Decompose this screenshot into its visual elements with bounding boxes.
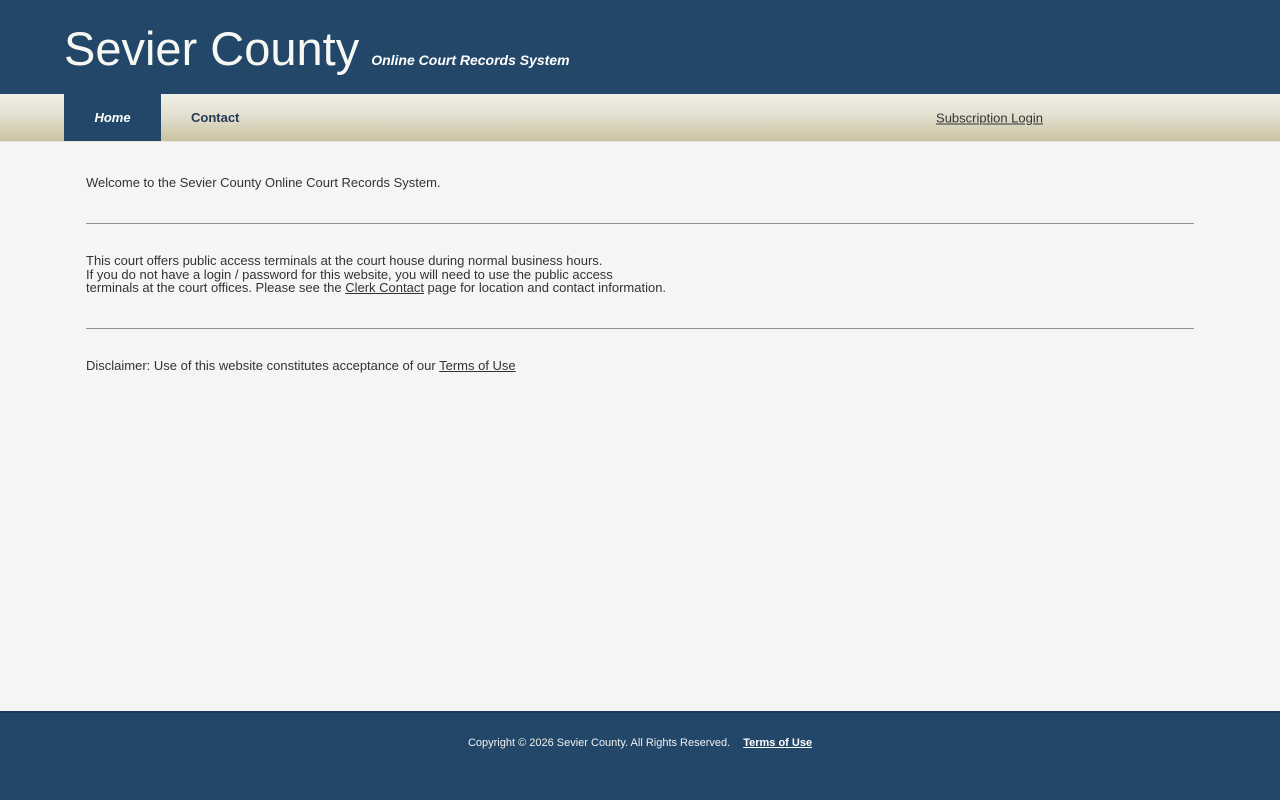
terms-of-use-link[interactable]: Terms of Use <box>439 357 516 373</box>
info-line3-before: terminals at the court offices. Please see the <box>86 280 346 295</box>
disclaimer-text <box>86 359 1194 373</box>
nav-inner <box>64 94 1216 141</box>
site-subtitle: Online Court Records System <box>371 52 570 68</box>
main-content <box>64 176 1216 373</box>
footer-terms-link[interactable]: Terms of Use <box>743 737 813 749</box>
footer <box>0 711 1280 800</box>
header-inner <box>64 0 1216 75</box>
main-container <box>64 142 1216 373</box>
header <box>0 0 1280 94</box>
info-line2: If you do not have a login / password for this website, you will need to use the public access <box>86 266 613 282</box>
info-paragraph <box>86 254 1194 295</box>
nav-bar <box>0 94 1280 142</box>
tab-contact[interactable] <box>161 94 269 141</box>
disclaimer-prefix: Disclaimer: Use of this website constitutes acceptance of our <box>86 357 440 373</box>
divider-bottom <box>86 328 1194 329</box>
info-line1: This court offers public access terminals at the court house during normal business hours. <box>86 253 603 268</box>
site-title: Sevier County <box>64 22 360 75</box>
subscription-login-link[interactable]: Subscription Login <box>936 110 1043 125</box>
info-line3-after: page for location and contact information. <box>423 280 667 295</box>
tab-home[interactable] <box>64 94 161 141</box>
tab-contact-label: Contact <box>191 110 240 125</box>
clerk-contact-link[interactable]: Clerk Contact <box>345 280 424 295</box>
footer-copyright: Copyright © 2026 Sevier County. All Rights Reserved. <box>467 737 731 749</box>
divider-top <box>86 223 1194 224</box>
tab-home-label: Home <box>94 110 131 125</box>
welcome-text: Welcome to the Sevier County Online Court Records System. <box>86 175 441 190</box>
